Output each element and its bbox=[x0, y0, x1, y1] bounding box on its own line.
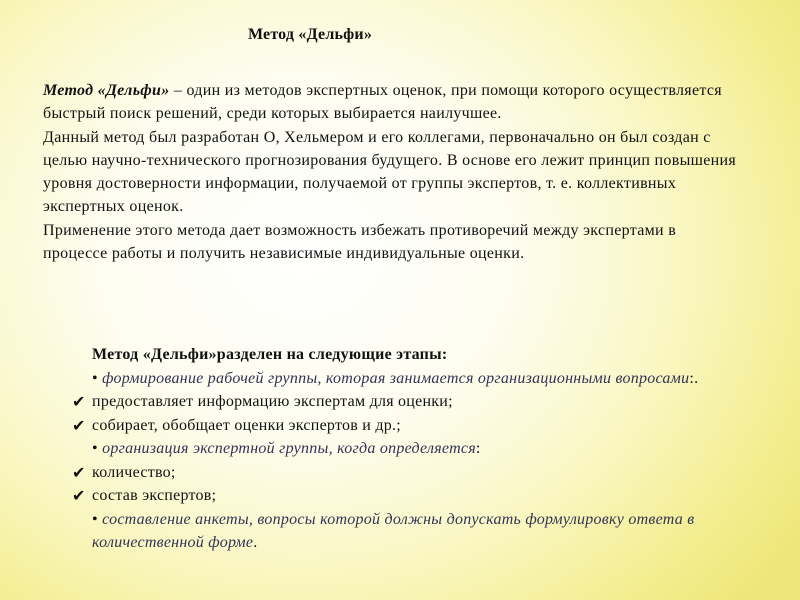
checkmark-icon: ✔ bbox=[72, 486, 86, 505]
checkmark-icon: ✔ bbox=[72, 392, 86, 411]
stage-text: организация экспертной группы, когда определяется bbox=[102, 440, 476, 457]
stages-heading: Метод «Дельфи»разделен на следующие этапы: bbox=[92, 346, 448, 363]
stage-subitem: ✔ предоставляет информацию экспертам для оценки; bbox=[72, 390, 752, 414]
method-term: Метод «Дельфи» bbox=[43, 82, 170, 99]
checkmark-icon: ✔ bbox=[72, 415, 86, 435]
stage-item: • составление анкеты, вопросы которой должны допускать формулировку ответа в количественной форме. bbox=[92, 510, 695, 551]
benefit-paragraph: Применение этого метода дает возможность избежать противоречий между экспертами в процессе работы и получить независимые индивидуальные оценки. bbox=[43, 221, 677, 263]
intro-block bbox=[43, 79, 743, 265]
stage-text: формирование рабочей группы, которая занимается организационными вопросами bbox=[102, 369, 690, 387]
definition-text: – один из методов экспертных оценок, при помощи которого осуществляется быстрый поиск решений, среди которых выбирается наилучшее. bbox=[43, 82, 722, 123]
stages-list bbox=[72, 343, 752, 555]
checkmark-icon: ✔ bbox=[72, 462, 86, 482]
page-title: Метод «Дельфи» bbox=[247, 26, 373, 43]
stage-subitem: ✔ количество; bbox=[72, 461, 752, 485]
stage-item: • формирование рабочей группы, которая занимается организационными вопросами:. bbox=[92, 369, 699, 387]
stage-text: составление анкеты, вопросы которой должны допускать формулировку ответа в количественной форме bbox=[92, 510, 695, 551]
definition-paragraph bbox=[43, 79, 743, 126]
stage-subitem: ✔ состав экспертов; bbox=[72, 484, 752, 508]
stage-subitem: ✔ собирает, обобщает оценки экспертов и др.; bbox=[72, 414, 752, 438]
stage-item: • организация экспертной группы, когда определяется: bbox=[92, 440, 481, 457]
history-paragraph: Данный метод был разработан О, Хельмером и его коллегами, первоначально он был создан с целью научно-технического прогнозирования будущего. В основе его лежит принцип повышения уровня достоверности информации, получаемой от группы экспертов, т. е. коллективных экспертных оценок. bbox=[43, 128, 737, 216]
